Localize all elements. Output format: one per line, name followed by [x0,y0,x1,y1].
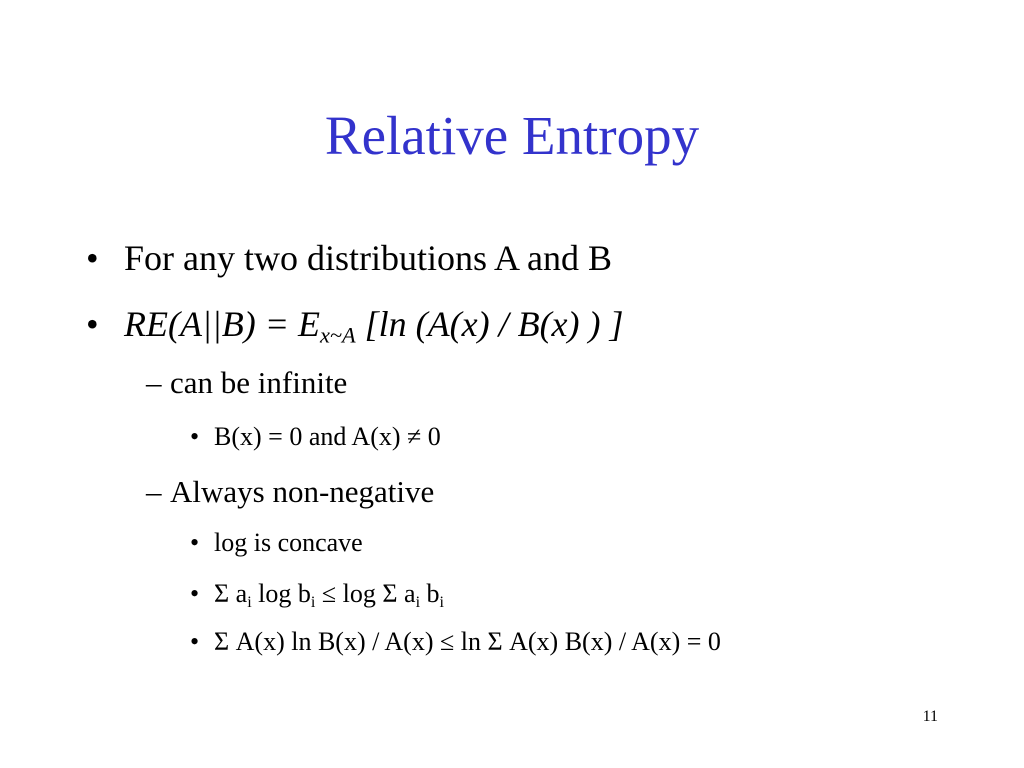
sub-bullet-text: Always non-negative [170,474,435,509]
dash-marker: – [146,474,162,509]
formula-subscript: x~A [320,322,356,348]
formula-rhs: [ln (A(x) / B(x) ) ] [355,304,624,344]
bullet-marker: • [86,238,99,278]
bullet-text: For any two distributions A and B [124,238,613,278]
slide-title: Relative Entropy [324,105,700,166]
subscript: i [310,593,316,611]
bullet-marker: • [190,579,200,608]
subscript: i [247,593,252,611]
formula-lhs: RE(A||B) = E [124,304,321,344]
relative-entropy-formula [124,304,624,348]
subscript: i [439,593,445,611]
sub-bullet-text: can be infinite [170,365,348,400]
sub-sub-bullet-text: log is concave [214,528,363,557]
bullet-marker: • [86,304,99,344]
bullet-marker: • [190,528,200,557]
page-number: 11 [922,708,938,725]
formula-part: ≤ log Σ a [315,579,416,608]
formula-part: log b [251,579,311,608]
sub-sub-bullet-text: Σ A(x) ln B(x) / A(x) ≤ ln Σ A(x) B(x) / A(x) = 0 [214,627,721,656]
bullet-marker: • [190,422,200,451]
dash-marker: – [146,365,162,400]
bullet-marker: • [190,627,200,656]
formula-part: Σ a [214,579,248,608]
subscript: i [415,593,421,611]
formula-part: b [420,579,440,608]
sub-sub-bullet-text: B(x) = 0 and A(x) ≠ 0 [214,422,441,451]
jensen-inequality [214,579,444,609]
